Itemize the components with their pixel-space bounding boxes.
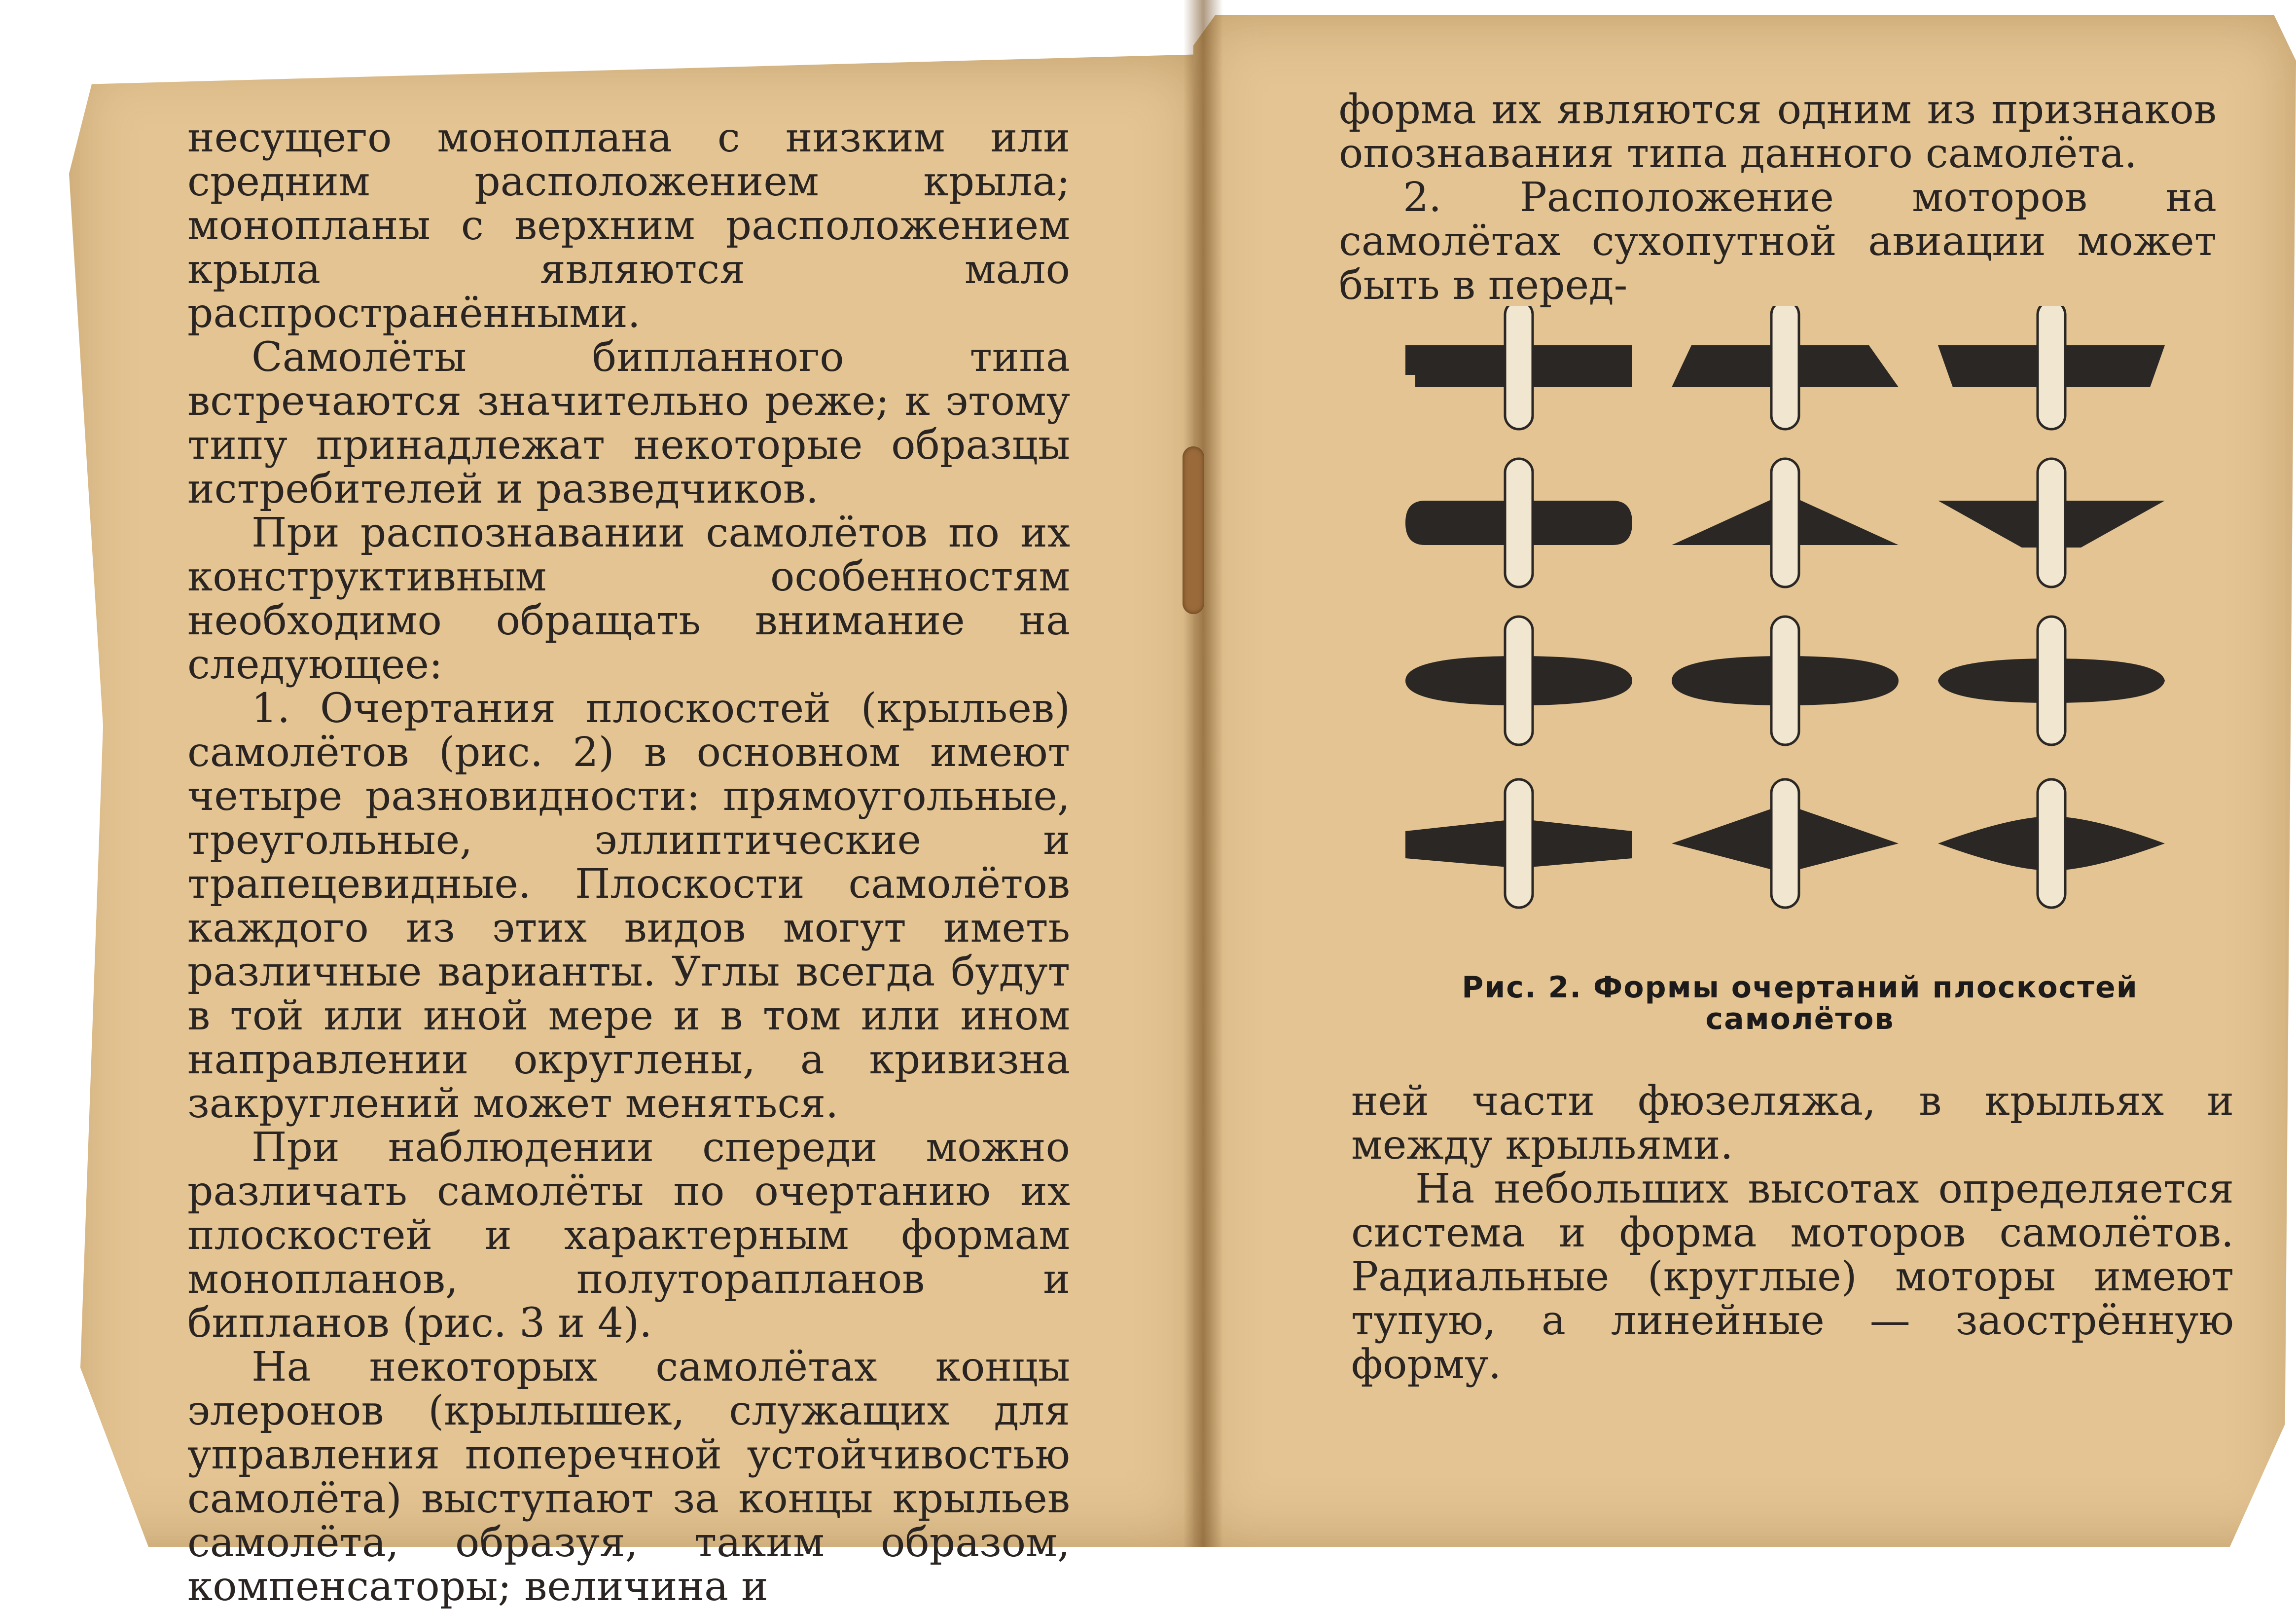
left-page-text: [187, 116, 1070, 1609]
fuselage: [1505, 459, 1533, 587]
wing-shape-pointed-ellipse: [1938, 779, 2165, 908]
paragraph: 2. Расположение моторов на самолётах сухопутной авиации может быть в перед-: [1339, 174, 2217, 309]
paragraph: несущего моноплана с низким или средним расположением крыла; монопланы с верхним расположением крыла являются мало распространёнными.: [187, 114, 1070, 337]
fuselage: [1505, 617, 1533, 745]
wing-shape-triangle: [1672, 459, 1899, 587]
fuselage: [1771, 617, 1799, 745]
fuselage: [2038, 306, 2065, 429]
right-page-top-text: [1339, 88, 2217, 307]
wing-shape-ellipse: [1672, 617, 1899, 745]
caption-line-1: Рис. 2. Формы очертаний плоскостей: [1462, 970, 2138, 1005]
wing-shape-ellipse-slim: [1938, 617, 2165, 745]
paragraph: Самолёты бипланного типа встречаются значительно реже; к этому типу принадлежат некоторые образцы истребителей и разведчиков.: [187, 334, 1070, 512]
wing-shapes-figure: [1391, 306, 2180, 957]
paragraph: При наблюдении спереди можно различать самолёты по очертанию их плоскостей и характерным формам монопланов, полуторапланов и бипланов (рис. 3 и 4).: [187, 1124, 1070, 1347]
fuselage: [1771, 459, 1799, 587]
book-gutter: [1184, 0, 1223, 1547]
fuselage: [1771, 306, 1799, 429]
fuselage: [1771, 779, 1799, 908]
paragraph: При распознавании самолётов по их конструктивным особенностям необходимо обращать внимание на следующее:: [187, 510, 1070, 688]
wing-shape-tapered: [1405, 779, 1632, 908]
fuselage: [1505, 306, 1533, 429]
right-page-bottom-text: [1351, 1079, 2234, 1387]
paragraph: 1. Очертания плоскостей (крыльев) самолётов (рис. 2) в основном имеют четыре разновидности: прямоугольные, треугольные, эллиптические и трапецевидные. Плоскости самолётов каждого из этих видов могут иметь различные варианты. Углы всегда будут в той или иной мере и в том или ином направлении округлены, а кривизна закруглений может меняться.: [187, 685, 1070, 1127]
figure-caption: [1381, 972, 2219, 1035]
wing-shape-swept-diamond: [1672, 779, 1899, 908]
paragraph: На некоторых самолётах концы элеронов (крылышек, служащих для управления поперечной устойчивостью самолёта) выступают за концы крыльев самолёта, образуя, таким образом, компенсаторы; величина и: [187, 1344, 1070, 1610]
wing-shape-rectangular-notched: [1405, 306, 1632, 429]
paragraph: форма их являются одним из признаков опознавания типа данного самолёта.: [1339, 86, 2217, 177]
fuselage: [2038, 459, 2065, 587]
wing-shape-rounded-rect: [1405, 459, 1632, 587]
fuselage: [1505, 779, 1533, 908]
paragraph: ней части фюзеляжа, в крыльях и между крыльями.: [1351, 1078, 2234, 1169]
wing-shape-tapered-rect: [1938, 306, 2165, 429]
staple: [1183, 446, 1204, 614]
caption-line-2: самолётов: [1705, 1002, 1895, 1036]
wing-shape-trapezoid: [1672, 306, 1899, 429]
fuselage: [2038, 779, 2065, 908]
fuselage: [2038, 617, 2065, 745]
wing-shape-ellipse: [1405, 617, 1632, 745]
paragraph: На небольших высотах определяется система и форма моторов самолётов. Радиальные (круглые) моторы имеют тупую, а линейные — заострённую форму.: [1351, 1166, 2234, 1388]
wing-shape-inverted-trapezoid: [1938, 459, 2165, 587]
